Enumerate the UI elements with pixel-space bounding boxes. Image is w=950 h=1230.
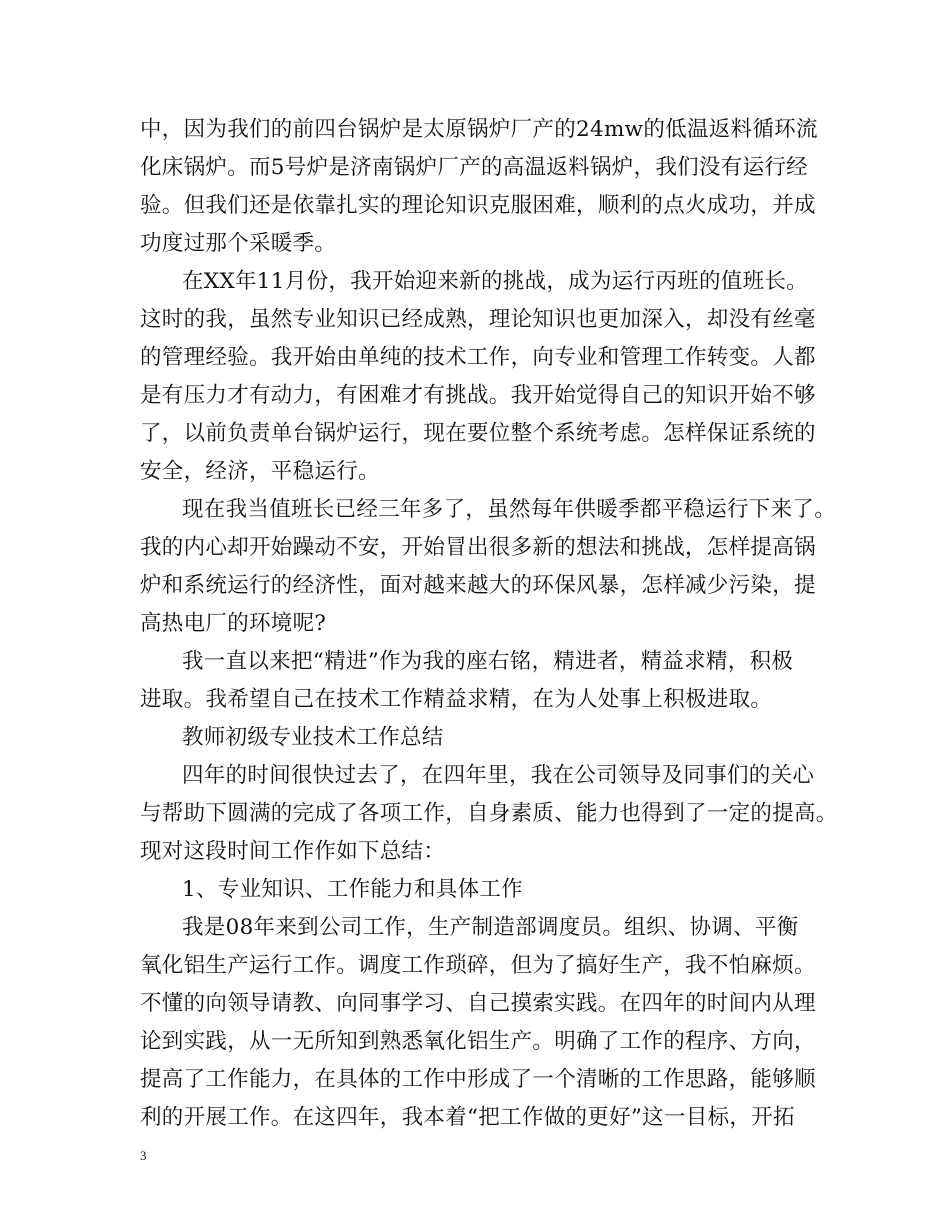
text-line: 现对这段时间工作作如下总结：: [140, 839, 446, 864]
text-line: 功度过那个采暖季。: [140, 231, 337, 256]
text-line: 了，以前负责单台锅炉运行，现在要位整个系统考虑。怎样保证系统的: [140, 421, 816, 446]
text-line: 我是08年来到公司工作，生产制造部调度员。组织、协调、平衡: [182, 915, 799, 940]
subsection-heading: 1、专业知识、工作能力和具体工作: [182, 877, 523, 902]
text-line: 是有压力才有动力，有困难才有挑战。我开始觉得自己的知识开始不够: [140, 383, 816, 408]
text-line: 现在我当值班长已经三年多了，虽然每年供暖季都平稳运行下来了。: [182, 497, 837, 522]
text-line: 中，因为我们的前四台锅炉是太原锅炉厂产的24mw的低温返料循环流: [140, 117, 818, 142]
text-line: 我的内心却开始躁动不安，开始冒出很多新的想法和挑战，怎样提高锅: [140, 535, 816, 560]
text-line: 利的开展工作。在这四年，我本着“把工作做的更好”这一目标，开拓: [140, 1105, 795, 1130]
text-line: 与帮助下圆满的完成了各项工作，自身素质、能力也得到了一定的提高。: [140, 801, 838, 826]
section-heading: 教师初级专业技术工作总结: [182, 725, 444, 750]
text-line: 进取。我希望自己在技术工作精益求精，在为人处事上积极进取。: [140, 687, 773, 712]
text-line: 炉和系统运行的经济性，面对越来越大的环保风暴，怎样减少污染，提: [140, 573, 816, 598]
text-line: 四年的时间很快过去了，在四年里，我在公司领导及同事们的关心: [182, 763, 815, 788]
text-line: 在XX年11月份，我开始迎来新的挑战，成为运行丙班的值班长。: [182, 269, 808, 294]
text-line: 氧化铝生产运行工作。调度工作琐碎，但为了搞好生产，我不怕麻烦。: [140, 953, 816, 978]
text-line: 的管理经验。我开始由单纯的技术工作，向专业和管理工作转变。人都: [140, 345, 816, 370]
text-line: 提高了工作能力，在具体的工作中形成了一个清晰的工作思路，能够顺: [140, 1067, 816, 1092]
text-line: 验。但我们还是依靠扎实的理论知识克服困难，顺利的点火成功，并成: [140, 193, 816, 218]
text-line: 化床锅炉。而5号炉是济南锅炉厂产的高温返料锅炉，我们没有运行经: [140, 155, 808, 180]
text-line: 论到实践，从一无所知到熟悉氧化铝生产。明确了工作的程序、方向，: [140, 1029, 816, 1054]
text-line: 安全，经济，平稳运行。: [140, 459, 380, 484]
page-number: 3: [140, 1148, 147, 1163]
text-line: 这时的我，虽然专业知识已经成熟，理论知识也更加深入，却没有丝毫: [140, 307, 816, 332]
text-line: 高热电厂的环境呢?: [140, 611, 327, 636]
text-line: 不懂的向领导请教、向同事学习、自己摸索实践。在四年的时间内从理: [140, 991, 816, 1016]
text-line: 我一直以来把“精进”作为我的座右铭，精进者，精益求精，积极: [182, 649, 794, 674]
